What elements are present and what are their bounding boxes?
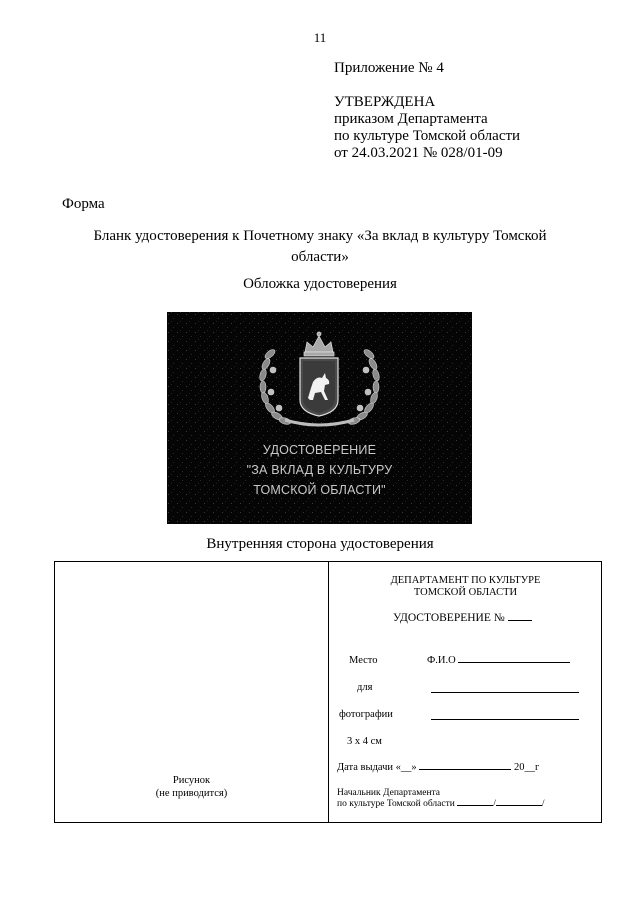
picture-placeholder — [55, 774, 328, 800]
cover-heading: Обложка удостоверения — [243, 276, 397, 292]
cover-text-line-3: ТОМСКОЙ ОБЛАСТИ" — [253, 483, 386, 497]
picture-note: (не приводится) — [155, 788, 228, 799]
signature-name-line — [496, 805, 542, 806]
photo-line-3: фотографии — [339, 709, 393, 720]
appendix-label: Приложение № 4 — [334, 60, 444, 76]
certificate-cover — [167, 312, 472, 524]
cover-text — [167, 440, 472, 500]
head-line-2: по культуре Томской области — [337, 799, 455, 809]
signature-separator-2: / — [541, 799, 545, 809]
department-line-2: ТОМСКОЙ ОБЛАСТИ — [413, 587, 518, 598]
head-line-1: Начальник Департамента — [337, 788, 441, 798]
fio-line — [458, 662, 570, 663]
certificate-label: УДОСТОВЕРЕНИЕ № — [393, 612, 505, 624]
issue-date-label: Дата выдачи «__» — [337, 762, 417, 773]
approval-line-1: приказом Департамента — [334, 111, 488, 127]
page-number: 11 — [313, 30, 327, 45]
certificate-number-line — [508, 620, 532, 621]
approval-line-3: от 24.03.2021 № 028/01-09 — [334, 145, 503, 161]
picture-label: Рисунок — [172, 775, 211, 786]
fio-label: Ф.И.О — [427, 655, 456, 666]
fio-row — [427, 655, 570, 666]
fio-line-2 — [431, 692, 579, 693]
photo-line-1: Место — [349, 655, 378, 666]
photo-line-4: 3 х 4 см — [347, 736, 382, 747]
signature-line — [457, 805, 493, 806]
issue-date-row — [337, 762, 539, 773]
department-header — [329, 575, 602, 599]
document-title: Бланк удостоверения к Почетному знаку «За вклад в культуру Томской области» — [93, 228, 547, 265]
photo-line-2: для — [357, 682, 373, 693]
department-line-1: ДЕПАРТАМЕНТ ПО КУЛЬТУРЕ — [390, 575, 541, 586]
cover-text-line-1: УДОСТОВЕРЕНИЕ — [262, 443, 377, 457]
fio-line-3 — [431, 719, 579, 720]
form-label: Форма — [62, 196, 105, 212]
cover-text-line-2: "ЗА ВКЛАД В КУЛЬТУРУ — [246, 463, 393, 477]
signature-separator-1: / — [493, 799, 496, 809]
inner-side-form — [54, 561, 602, 823]
issue-date-line — [419, 769, 511, 770]
inner-side-heading: Внутренняя сторона удостоверения — [206, 536, 434, 552]
page-divider — [328, 562, 329, 822]
signature-block — [337, 788, 545, 810]
issue-year: 20__г — [513, 762, 540, 773]
certificate-number-row — [393, 612, 532, 624]
approved-label: УТВЕРЖДЕНА — [334, 94, 436, 110]
approval-line-2: по культуре Томской области — [334, 128, 521, 144]
approval-block — [334, 60, 520, 162]
